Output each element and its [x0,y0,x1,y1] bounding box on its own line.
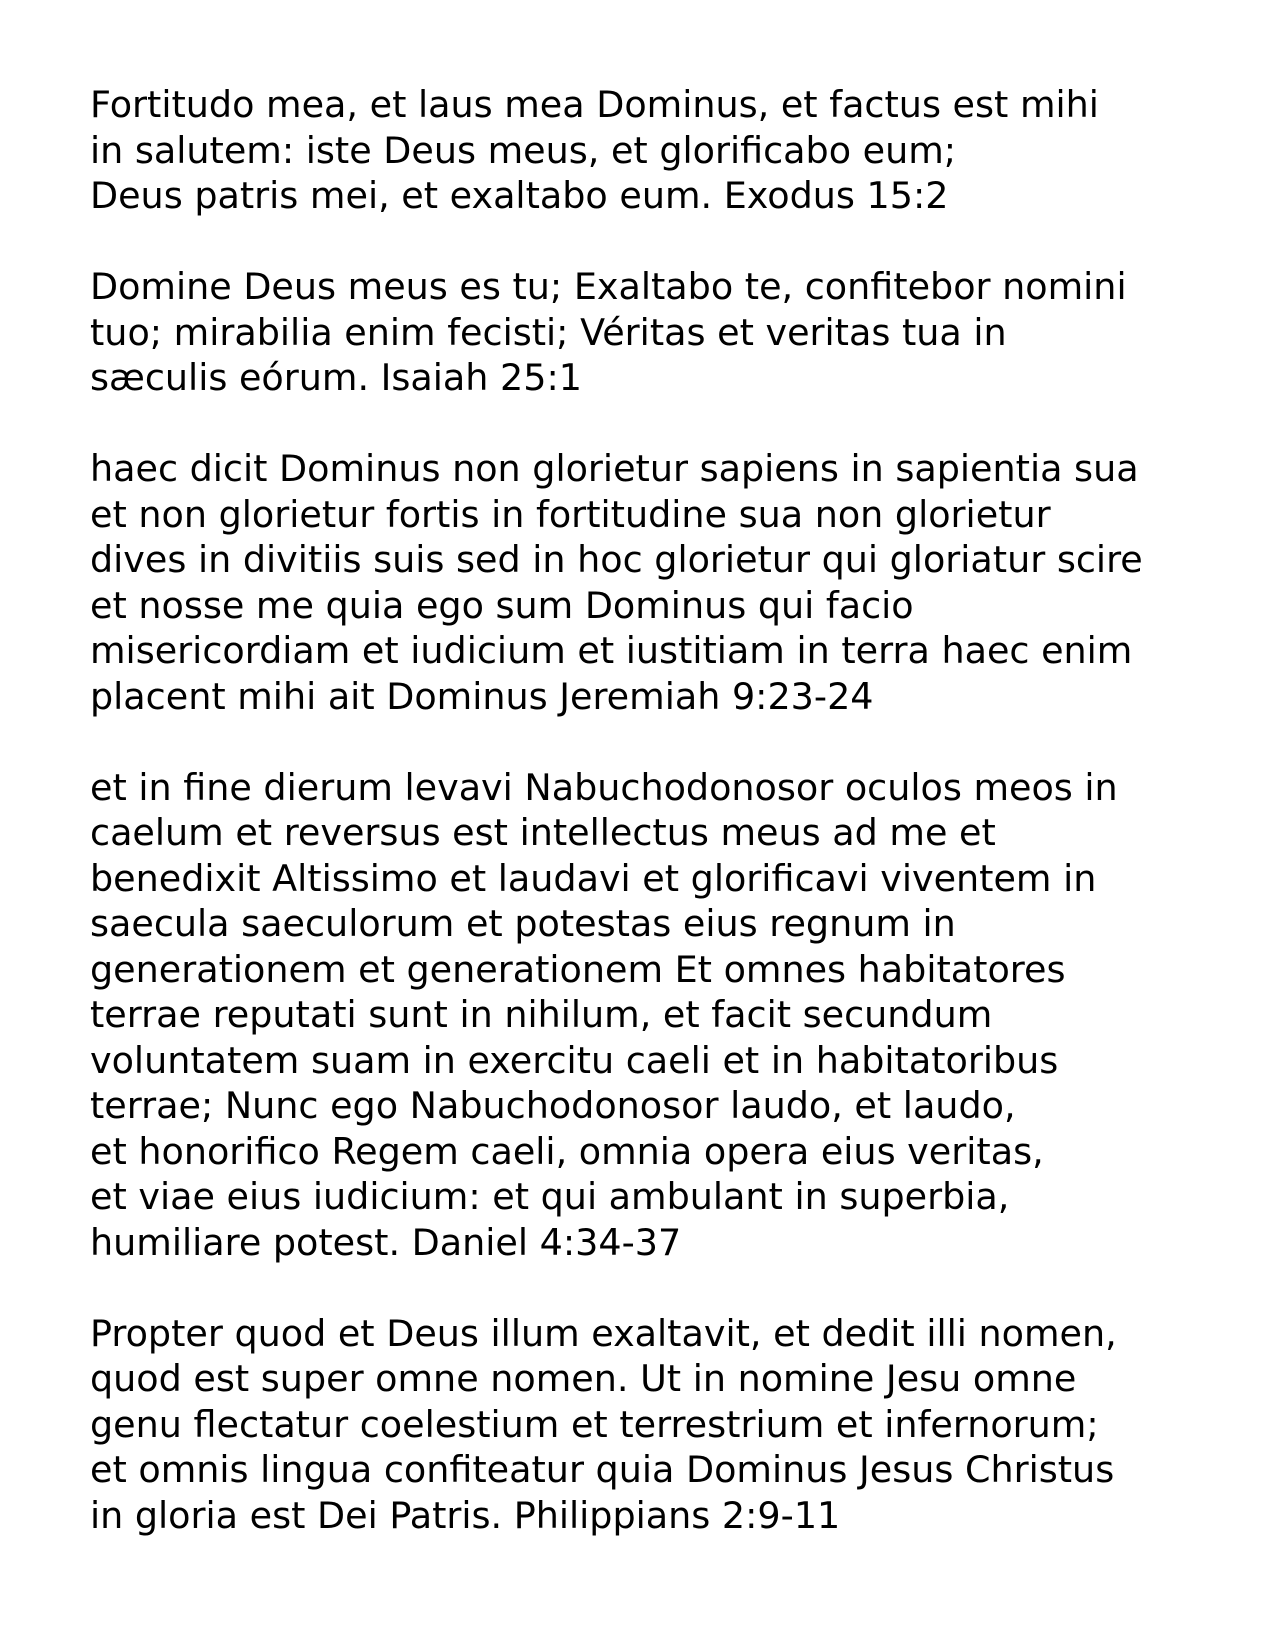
text-line: genu flectatur coelestium et terrestrium et infernorum; [90,1402,1099,1446]
text-line: saecula saeculorum et potestas eius regnum in [90,902,956,945]
text-line: dives in divitiis suis sed in hoc glorietur qui gloriatur scire [90,538,1143,581]
passage-isaiah [90,264,1250,401]
passage-exodus [90,82,1250,219]
text-line: Deus patris mei, et exaltabo eum. Exodus 15:2 [90,174,949,217]
text-line: Domine Deus meus es tu; Exaltabo te, confitebor nomini [90,265,1127,308]
text-line: sæculis eórum. Isaiah 25:1 [90,356,583,399]
text-line: voluntatem suam in exercitu caeli et in habitatoribus [90,1038,1059,1082]
text-line: Propter quod et Deus illum exaltavit, et dedit illi nomen, [90,1311,1117,1355]
text-line: et non glorietur fortis in fortitudine sua non glorietur [90,492,1051,536]
text-line: et honorifico Regem caeli, omnia opera eius veritas, [90,1129,1044,1173]
text-line: placent mihi ait Dominus Jeremiah 9:23-24 [90,674,874,718]
text-line: quod est super omne nomen. Ut in nomine Jesu omne [90,1357,1077,1400]
text-line: tuo; mirabilia enim fecisti; Véritas et veritas tua in [90,310,1007,354]
passage-philippians [90,1311,1250,1539]
text-line: terrae reputati sunt in nihilum, et facit secundum [90,993,993,1036]
passage-daniel [90,765,1250,1266]
text-line: in gloria est Dei Patris. Philippians 2:9-11 [90,1493,841,1537]
document-page [90,82,1250,1584]
text-line: haec dicit Dominus non glorietur sapiens in sapientia sua [90,447,1139,490]
text-line: caelum et reversus est intellectus meus ad me et [90,811,996,854]
text-line: Fortitudo mea, et laus mea Dominus, et factus est mihi [90,83,1099,126]
text-line: generationem et generationem Et omnes habitatores [90,947,1066,991]
text-line: et nosse me quia ego sum Dominus qui facio [90,583,914,627]
text-line: et omnis lingua confiteatur quia Dominus Jesus Christus [90,1448,1115,1491]
text-line: humiliare potest. Daniel 4:34-37 [90,1220,682,1264]
passage-jeremiah [90,446,1250,719]
text-line: et viae eius iudicium: et qui ambulant in superbia, [90,1175,1010,1218]
text-line: et in fine dierum levavi Nabuchodonosor oculos meos in [90,765,1118,809]
text-line: in salutem: iste Deus meus, et glorificabo eum; [90,128,957,172]
text-line: terrae; Nunc ego Nabuchodonosor laudo, et laudo, [90,1084,1016,1127]
text-line: misericordiam et iudicium et iustitiam in terra haec enim [90,629,1133,672]
text-line: benedixit Altissimo et laudavi et glorificavi viventem in [90,856,1097,900]
